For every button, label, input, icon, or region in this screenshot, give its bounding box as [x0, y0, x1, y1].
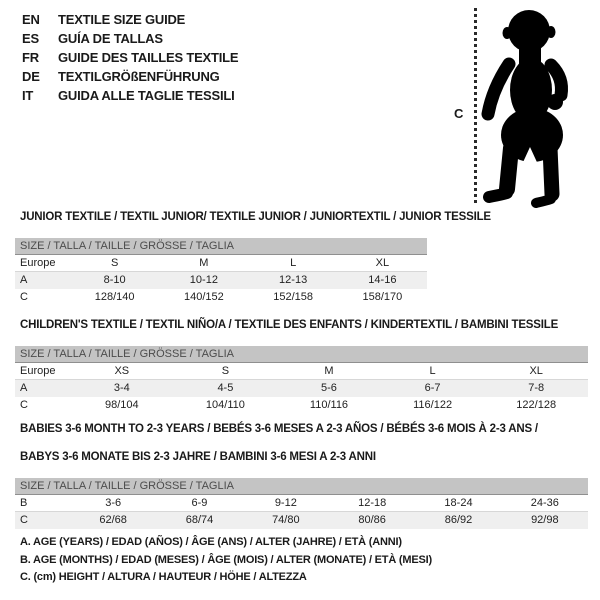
language-row [22, 10, 238, 29]
row-label: A [20, 382, 28, 394]
height-dashed-line [474, 8, 477, 206]
table-row [15, 512, 588, 529]
table-title: BABYS 3-6 MONATE BIS 2-3 JAHRE / BAMBINI 3-6 MESI A 2-3 ANNI [20, 451, 376, 463]
row-value: 68/74 [185, 514, 214, 526]
footnote-line: C. (cm) HEIGHT / ALTURA / HAUTEUR / HÖHE / ALTEZZA [20, 571, 307, 583]
row-value: S [110, 257, 119, 269]
legend-footnotes [20, 534, 432, 587]
row-value: 74/80 [272, 514, 300, 526]
language-row [22, 29, 238, 48]
row-value: 98/104 [104, 399, 139, 411]
row-value: 8-10 [103, 274, 126, 286]
junior-size-table [15, 210, 491, 306]
row-value: XL [529, 365, 543, 377]
footnote-line: B. AGE (MONTHS) / EDAD (MESES) / ÂGE (MOIS) / ALTER (MONATE) / ETÀ (MESI) [20, 553, 432, 566]
row-label: Europe [20, 365, 56, 377]
row-label: B [20, 497, 28, 509]
language-row [22, 48, 238, 67]
row-value: 152/158 [273, 291, 313, 303]
row-value: 122/128 [516, 399, 557, 411]
table-row [15, 363, 588, 380]
row-value: 6-7 [424, 382, 441, 394]
row-value: 3-4 [113, 382, 130, 394]
language-row [22, 86, 238, 105]
row-value: 80/86 [358, 514, 386, 526]
row-value: 12-13 [279, 274, 308, 286]
language-row [22, 67, 238, 86]
row-value: 128/140 [94, 291, 135, 303]
row-label: C [20, 514, 28, 526]
row-value: 110/116 [309, 399, 349, 411]
row-value: M [199, 257, 209, 269]
row-value: XL [375, 257, 390, 269]
language-code: ES [22, 31, 39, 46]
language-title: TEXTILE SIZE GUIDE [58, 12, 186, 27]
table-size-header: SIZE / TALLA / TAILLE / GRÖSSE / TAGLIA [15, 346, 588, 363]
row-value: 104/110 [205, 399, 245, 411]
row-value: 10-12 [189, 274, 218, 286]
table-row [15, 255, 427, 272]
row-label: A [20, 274, 28, 286]
table-size-header: SIZE / TALLA / TAILLE / GRÖSSE / TAGLIA [15, 238, 427, 255]
row-value: 140/152 [183, 291, 224, 303]
table-row [15, 397, 588, 414]
table-title: BABIES 3-6 MONTH TO 2-3 YEARS / BEBÉS 3-6 MESES A 2-3 AÑOS / BÉBÉS 3-6 MOIS À 2-3 ANS / [20, 423, 538, 435]
row-value: 9-12 [274, 497, 297, 509]
language-code: FR [22, 50, 39, 65]
row-value: 18-24 [444, 497, 473, 509]
table-size-header: SIZE / TALLA / TAILLE / GRÖSSE / TAGLIA [15, 478, 588, 495]
row-value: 116/122 [413, 399, 453, 411]
row-value: 7-8 [528, 382, 545, 394]
children-size-table [15, 318, 588, 414]
language-code: IT [22, 88, 34, 103]
table-title: CHILDREN'S TEXTILE / TEXTIL NIÑO/A / TEXTILE DES ENFANTS / KINDERTEXTIL / BAMBINI TESSILE [20, 319, 559, 331]
language-title: GUIDA ALLE TAGLIE TESSILI [58, 88, 235, 103]
height-measure-label: C [454, 106, 464, 121]
row-value: 24-36 [530, 497, 559, 509]
toddler-silhouette-icon [479, 8, 575, 208]
row-value: L [429, 365, 436, 377]
language-code: EN [22, 12, 40, 27]
row-label: Europe [20, 257, 56, 269]
table-row [15, 289, 427, 306]
row-value: 6-9 [191, 497, 208, 509]
table-row [15, 380, 588, 397]
row-value: 158/170 [362, 291, 403, 303]
row-value: 14-16 [368, 274, 397, 286]
row-value: 5-6 [321, 382, 337, 394]
row-value: M [324, 365, 334, 377]
footnote-line: A. AGE (YEARS) / EDAD (AÑOS) / ÂGE (ANS) / ALTER (JAHRE) / ETÀ (ANNI) [20, 536, 402, 548]
row-value: 62/68 [99, 514, 127, 526]
row-label: C [20, 291, 28, 303]
table-row [15, 495, 588, 512]
row-label: C [20, 399, 28, 411]
language-title: GUÍA DE TALLAS [58, 31, 163, 46]
table-row [15, 272, 427, 289]
row-value: L [290, 257, 297, 269]
language-title: GUIDE DES TAILLES TEXTILE [58, 50, 239, 65]
row-value: 92/98 [531, 514, 559, 526]
language-guide [22, 10, 238, 105]
babies-size-table [15, 422, 588, 529]
row-value: 12-18 [358, 497, 387, 509]
language-code: DE [22, 69, 40, 84]
row-value: XS [114, 365, 130, 377]
row-value: 86/92 [444, 514, 473, 526]
language-title: TEXTILGRÖßENFÜHRUNG [58, 69, 220, 84]
row-value: 3-6 [105, 497, 122, 509]
table-title: JUNIOR TEXTILE / TEXTIL JUNIOR/ TEXTILE JUNIOR / JUNIORTEXTIL / JUNIOR TESSILE [20, 211, 491, 223]
row-value: 4-5 [217, 382, 234, 394]
row-value: S [221, 365, 230, 377]
